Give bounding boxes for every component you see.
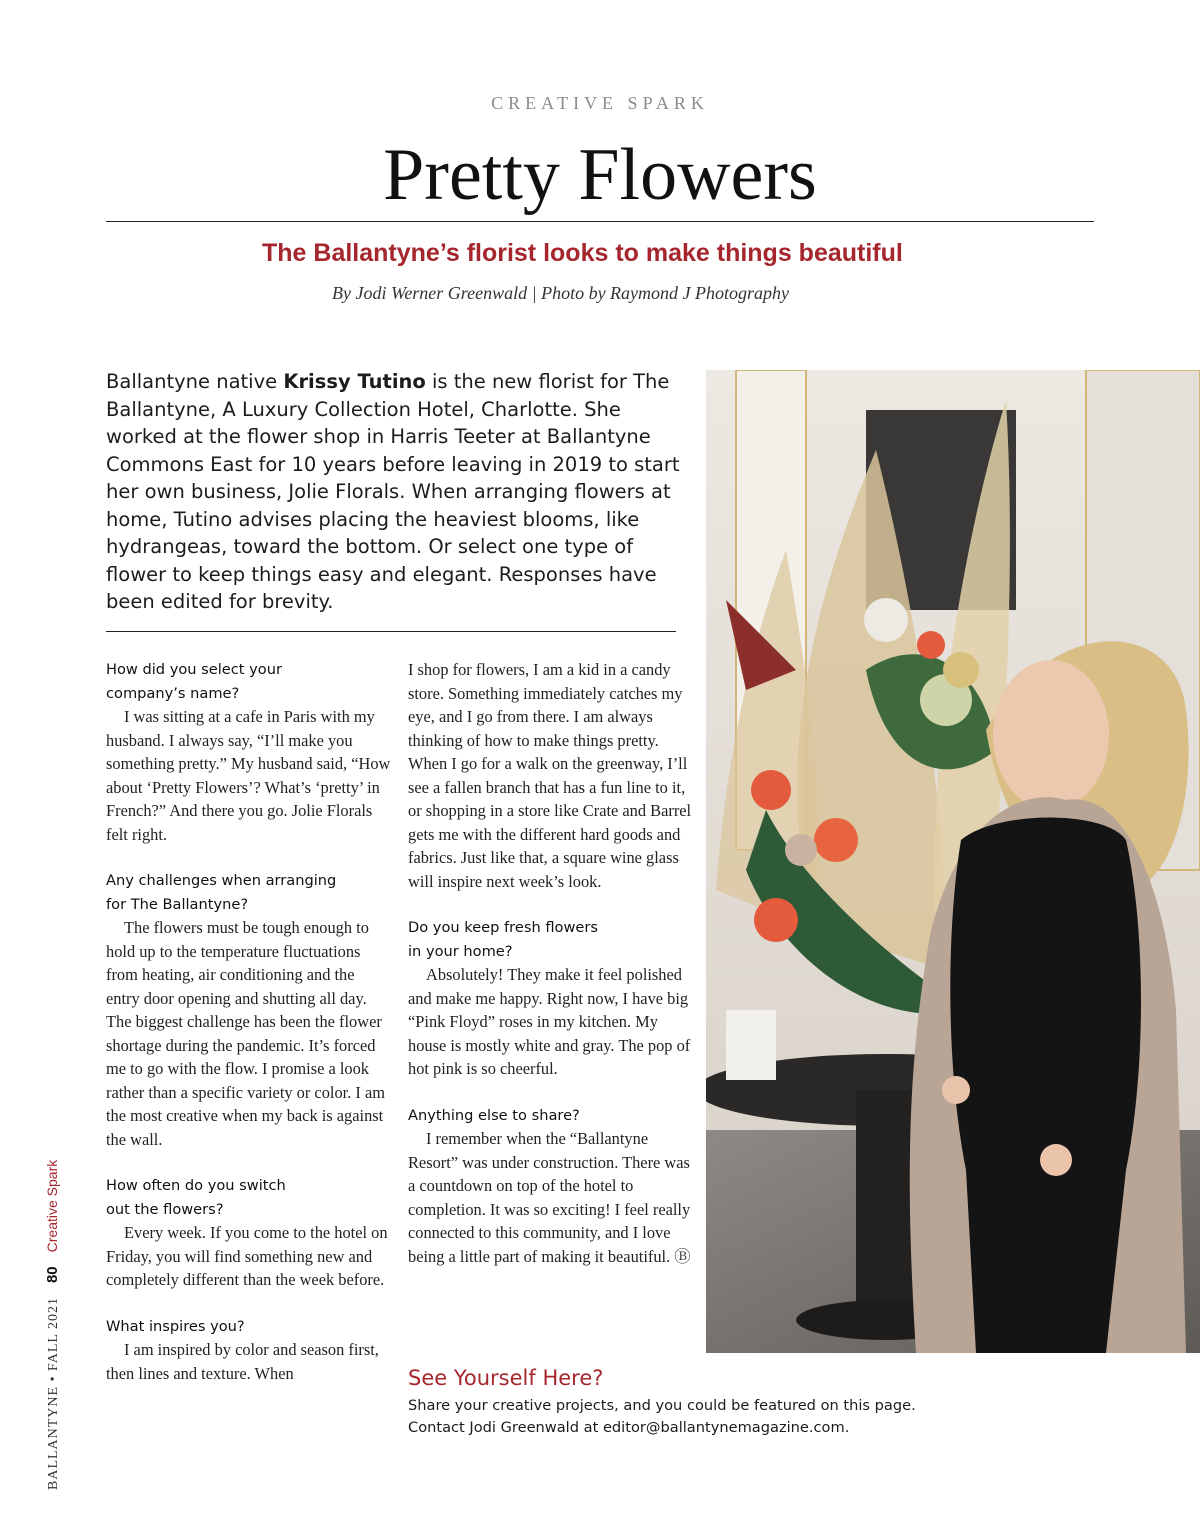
answer-text: Every week. If you come to the hotel on Friday, you will find something new and completely different than the week before. (106, 1223, 388, 1289)
intro-paragraph (106, 368, 696, 616)
answer-text: The flowers must be tough enough to hold up to the temperature fluctuations from heating, air conditioning and the entry door opening and shutting all day. The biggest challenge has been the flower shortage during the pandemic. It’s forced me to go with the flow. I promise a look rather than a specific variety or color. I am the most creative when my back is against the wall. (106, 918, 385, 1149)
column-middle (408, 658, 693, 1268)
answer-text: I was sitting at a cafe in Paris with my husband. I always say, “I’ll make you something pretty.” My husband said, “How about ‘Pretty Flowers’? What’s ‘pretty’ in French?” And there you go. Jolie Florals felt right. (106, 707, 391, 844)
florist-photo (706, 370, 1200, 1353)
question-line: in your home? (408, 942, 513, 960)
question-line: company’s name? (106, 684, 240, 702)
byline: By Jodi Werner Greenwald | Photo by Raymond J Photography (332, 283, 790, 303)
question-heading (106, 658, 391, 705)
question-heading (106, 869, 391, 916)
answer-text: Absolutely! They make it feel polished and make me happy. Right now, I have big “Pink Floyd” roses in my kitchen. My house is mostly white and gray. The pop of hot pink is so cheerful. (408, 965, 691, 1078)
intro-text: is the new florist for The Ballantyne, A Luxury Collection Hotel, Charlotte. She worked at the flower shop in Harris Teeter at Ballantyne Commons East for 10 years before leaving in 2019 to start her own business, Jolie Florals. When arranging flowers at home, Tutino advises placing the heaviest blooms, like hydrangeas, toward the bottom. Or select one type of flower to keep things easy and elegant. Responses have been edited for brevity. (106, 370, 680, 613)
article-title: Pretty Flowers (383, 134, 817, 216)
cta-line: Contact Jodi Greenwald at editor@ballantynemagazine.com. (408, 1419, 850, 1436)
page-footer (44, 1160, 62, 1490)
title-divider (106, 221, 1094, 222)
question-line: for The Ballantyne? (106, 895, 249, 913)
answer-text: I am inspired by color and season first, then lines and texture. When (106, 1340, 379, 1383)
column-left (106, 658, 391, 1385)
cta-text (408, 1395, 1108, 1439)
section-name: Creative Spark (44, 1159, 60, 1253)
magazine-issue: BALLANTYNE • FALL 2021 (46, 1297, 61, 1490)
intro-divider (106, 631, 676, 632)
question-heading: What inspires you? (106, 1317, 245, 1335)
cta-line: Share your creative projects, and you could be featured on this page. (408, 1397, 916, 1414)
answer-text-continued: I shop for flowers, I am a kid in a candy store. Something immediately catches my eye, and I go from there. I am always thinking of how to make things pretty. When I go for a walk on the greenway, I’ll see a fallen branch that has a fun line to it, or shopping in a store like Crate and Barrel gets me with the different hard goods and fabrics. Just like that, a square wine glass will inspire next week’s look. (408, 660, 692, 891)
section-label: CREATIVE SPARK (491, 93, 709, 113)
question-line: How often do you switch (106, 1177, 286, 1194)
question-heading (106, 1174, 391, 1221)
question-line: How did you select your (106, 661, 282, 678)
intro-lead: Ballantyne native (106, 370, 284, 393)
answer-text: I remember when the “Ballantyne Resort” was under construction. There was a countdown on top of the hotel to completion. It was so exciting! I feel really connected to this community, and I love being a little part of making it beautiful. Ⓑ (408, 1129, 691, 1266)
cta-heading: See Yourself Here? (408, 1366, 604, 1390)
question-line: Any challenges when arranging (106, 872, 337, 889)
question-line: Do you keep fresh flowers (408, 919, 598, 936)
question-heading: Anything else to share? (408, 1106, 580, 1124)
question-heading (408, 916, 693, 963)
intro-name: Krissy Tutino (283, 370, 426, 393)
page-number: 80 (44, 1266, 61, 1284)
question-line: out the flowers? (106, 1200, 224, 1218)
article-subtitle: The Ballantyne’s florist looks to make things beautiful (262, 239, 903, 267)
